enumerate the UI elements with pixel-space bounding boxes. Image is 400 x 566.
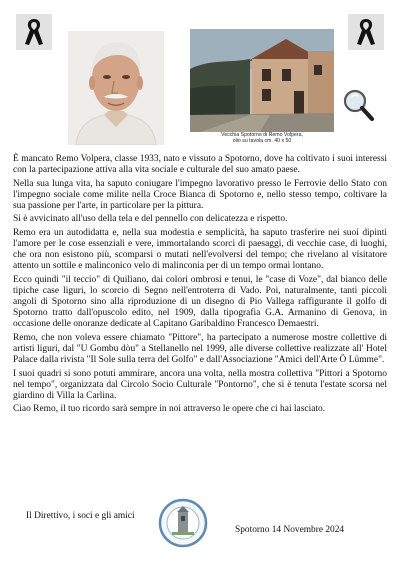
mourning-ribbon-left (16, 14, 52, 50)
caption-line-2: olio su tavola cm. 40 x 50 (232, 138, 292, 145)
black-ribbon-icon (354, 17, 378, 47)
caption-line-1: Vecchia Spotorno di Remo Volpera, (221, 132, 303, 138)
paragraph: Ciao Remo, il tuo ricordo sarà sempre in noi attraverso le opere che ci hai lasciato. (13, 404, 326, 415)
paragraph: È mancato Remo Volpera, classe 1933, nato e vissuto a Spotorno, dove ha coltivato i suoi interessi con la partecipazione attiva alla vita sociale e culturale del suo amato paese. (13, 154, 387, 176)
paragraph: Si è avvicinato all'uso della tela e del pennello con delicatezza e rispetto. (13, 214, 288, 225)
obituary-text (13, 154, 387, 418)
paragraph: Ecco quindi "il teccio" di Quiliano, dai colori ombrosi e tenui, le "case di Voze", dal bianco delle tipiche case liguri, lo scorcio di Segno nell'entroterra di Vado. Poi, naturalmente, tanti piccoli angoli di Spotorno sino alla riproduzione di un disegno di Pio Vallega raffigurante il golfo di Spotorno tratto dall'opuscolo edito, nel 1909, dalla tipografia G.A. Armanino di Genova, in occasione delle onoranze dedicate al Capitano Garibaldino Francesco Demaestri. (13, 274, 387, 330)
portrait-photo (68, 31, 164, 145)
signature: Il Direttivo, i soci e gli amici (26, 511, 135, 521)
paragraph: Remo era un autodidatta e, nella sua modestia e semplicità, ha saputo trasferire nei suoi dipinti l'amore per le cose essenziali e vere, immortalando scorci di paesaggi, di vecchie case, di luoghi, che ora non esistono più, scomparsi o mutati nell'evolversi del tempo; che rivelano al visitatore attento un sottile e malinconico velo di malinconia per di un tempo ormai lontano. (13, 228, 387, 272)
black-ribbon-icon (22, 17, 46, 47)
magnifier-icon (342, 88, 374, 122)
mourning-ribbon-right (348, 14, 384, 50)
painting-image (190, 29, 334, 132)
date: Spotorno 14 Novembre 2024 (235, 525, 345, 535)
paragraph: Remo, che non voleva essere chiamato "Pittore", ha partecipato a numerose mostre collettive di artisti liguri, dal "U Gombu dòu" a Stellanello nel 1999, alle diverse collettive realizzate all' Hotel Palace dalla rivista "Il Sole sulla terra del Golfo" e dall'Associazione "Amici dell'Arte Ö Lümme". (13, 332, 387, 366)
painting-caption (190, 132, 334, 145)
association-logo (158, 498, 208, 548)
paragraph: I suoi quadri si sono potuti ammirare, ancora una volta, nella mostra collettiva "Pittori a Spotorno nel tempo", organizzata dal Circolo Socio Culturale "Pontorno", che si è tenuta l'estate scorsa nel giardino di Villa la Carlina. (13, 368, 387, 401)
paragraph: Nella sua lunga vita, ha saputo coniugare l'impegno lavorativo presso le Ferrovie dello Stato con l'impegno sociale come milite nella Croce Bianca di Spotorno e, nello stesso tempo, coltivare la sua passione per l'arte, in particolare per la pittura. (13, 178, 387, 211)
